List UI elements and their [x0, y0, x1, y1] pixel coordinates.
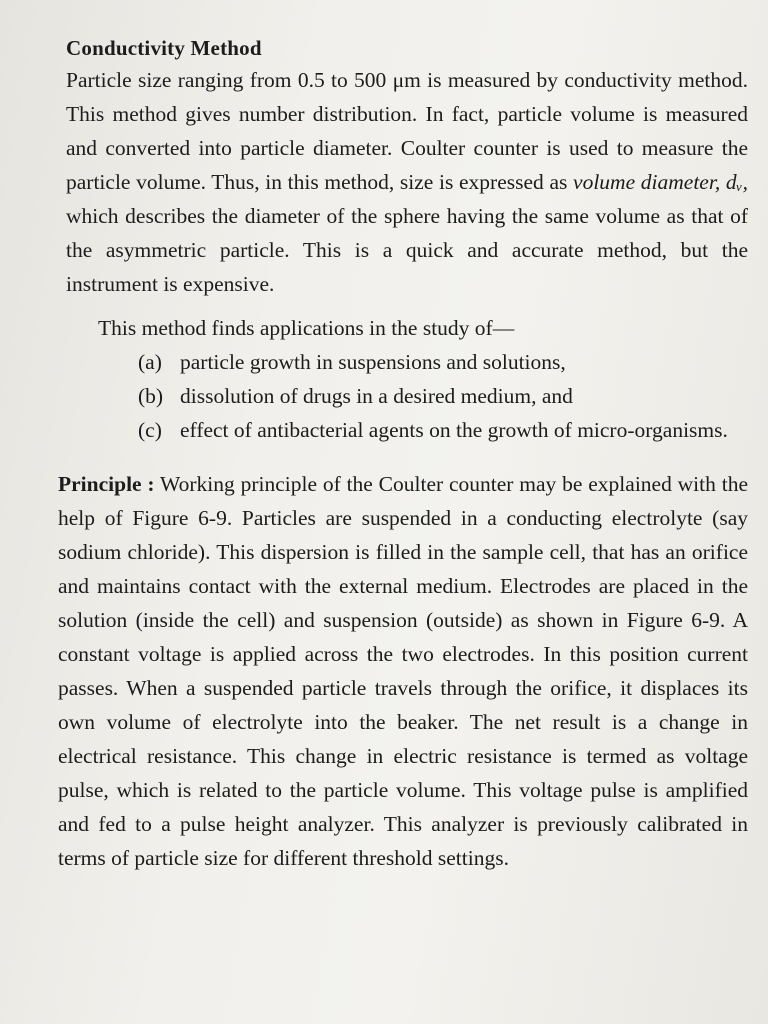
principle-text: Working principle of the Coulter counter may be explained with the help of Figure 6-9. Particles are suspended in a conducting electrolyte (say sodium chloride). This dispersion is filled in the sample cell, that has an orifice and maintains contact with the external medium. Electrodes are placed in the solution (inside the cell) and suspension (outside) as shown in Figure 6-9. A constant voltage is applied across the two electrodes. In this position current passes. When a suspended particle travels through the orifice, it displaces its own volume of electrolyte into the beaker. The net result is a change in electrical resistance. This change in electric resistance is termed as voltage pulse, which is related to the particle volume. This voltage pulse is amplified and fed to a pulse height analyzer. This analyzer is previously calibrated in terms of particle size for different threshold settings.	[58, 472, 748, 870]
list-marker: (b)	[138, 384, 164, 408]
list-marker: (a)	[138, 350, 162, 374]
principle-paragraph	[58, 467, 748, 875]
list-item-text: particle growth in suspensions and solutions,	[180, 350, 566, 374]
conductivity-paragraph	[58, 63, 748, 301]
applications-list	[58, 345, 748, 447]
section-heading: Conductivity Method	[66, 36, 262, 60]
conductivity-text-rest: which describes the diameter of the sphere having the same volume as that of the asymmetric particle. This is a quick and accurate method, but the instrument is expensive.	[66, 204, 748, 296]
list-item	[138, 345, 748, 379]
applications-intro: This method finds applications in the study of—	[98, 316, 515, 340]
volume-diameter-term: volume diameter, dᵥ,	[573, 170, 748, 194]
list-item	[138, 379, 748, 413]
list-item-text: effect of antibacterial agents on the growth of micro-organisms.	[180, 418, 728, 442]
principle-label: Principle :	[58, 472, 155, 496]
document-page	[58, 36, 748, 875]
conductivity-text: Particle size ranging from 0.5 to 500 μm is measured by conductivity method. This method gives number distribution. In fact, particle volume is measured and converted into particle diameter. Coulter counter is used to measure the particle volume. Thus, in this method, size is expressed as	[66, 68, 748, 194]
list-marker: (c)	[138, 418, 162, 442]
list-item-text: dissolution of drugs in a desired medium, and	[180, 384, 573, 408]
list-item	[138, 413, 748, 447]
